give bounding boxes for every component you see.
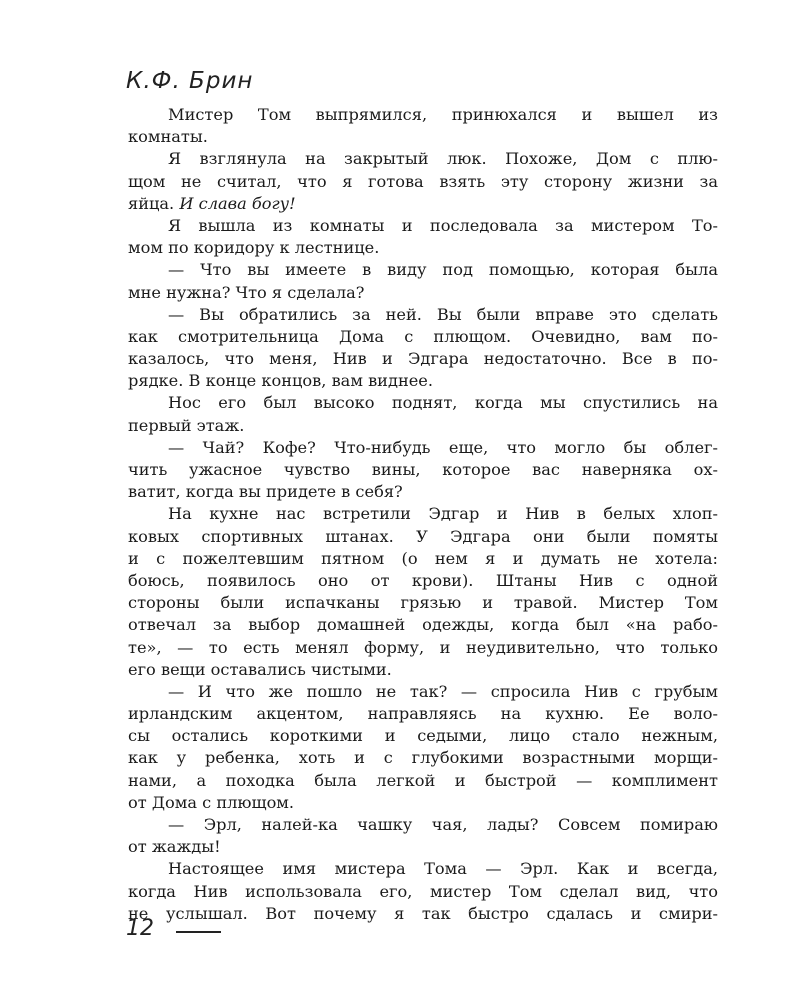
text-line-content: как смотрительница Дома с плющом. Очевидно, вам по- (128, 326, 718, 346)
text-line-content: щом не считал, что я готова взять эту сторону жизни за (128, 171, 718, 191)
text-line-content: те», — то есть менял форму, и неудивительно, что только (128, 637, 718, 657)
emphasized-text: И слава богу! (179, 193, 296, 213)
text-line-content: мне нужна? Что я сделала? (128, 282, 365, 302)
text-line-content: сы остались короткими и седыми, лицо стало нежным, (128, 726, 718, 746)
text-line-content: и с пожелтевшим пятном (о нем я и думать не хотела: (128, 548, 718, 568)
text-line (128, 526, 718, 548)
text-line (128, 659, 718, 681)
text-line-content: рядке. В конце концов, вам виднее. (128, 371, 434, 391)
text-line-content: не услышал. Вот почему я так быстро сдалась и смири- (128, 903, 718, 923)
text-line-content: ирландским акцентом, направляясь на кухню. Ее воло- (128, 704, 718, 724)
text-line-content: первый этаж. (128, 415, 245, 435)
text-line-content: стороны были испачканы грязью и травой. Мистер Том (128, 593, 718, 613)
text-line-content: от жажды! (128, 837, 221, 857)
text-line (128, 415, 718, 437)
text-line (128, 903, 718, 925)
running-head: К.Ф. Брин (126, 68, 254, 94)
text-line (128, 814, 718, 836)
text-line (128, 215, 718, 237)
text-line-content: — Вы обратились за ней. Вы были вправе это сделать (168, 304, 718, 324)
text-line-content: отвечал за выбор домашней одежды, когда был «на рабо- (128, 615, 718, 635)
text-line (128, 592, 718, 614)
text-line-content: как у ребенка, хоть и с глубокими возрастными морщи- (128, 748, 718, 768)
text-line-content: — Что вы имеете в виду под помощью, которая была (168, 260, 718, 280)
text-line (128, 304, 718, 326)
text-line (128, 259, 718, 281)
text-line-content: от Дома с плющом. (128, 792, 295, 812)
text-line (128, 770, 718, 792)
text-line-content: его вещи оставались чистыми. (128, 659, 392, 679)
text-line-content: — Эрл, налей-ка чашку чая, лады? Совсем помираю (168, 815, 718, 834)
text-line-content: ватит, когда вы придете в себя? (128, 482, 403, 502)
text-line (128, 348, 718, 370)
text-line-content: мом по коридору к лестнице. (128, 238, 380, 258)
text-line-content: Я вышла из комнаты и последовала за мистером То- (168, 215, 718, 235)
text-line-content: Настоящее имя мистера Тома — Эрл. Как и всегда, (168, 859, 718, 879)
text-line (128, 126, 718, 148)
text-line-content: чить ужасное чувство вины, которое вас наверняка ох- (128, 460, 718, 479)
text-line (128, 370, 718, 392)
text-line-content: Мистер Том выпрямился, принюхался и вышел из (168, 105, 718, 124)
text-line-content: боюсь, появилось оно от крови). Штаны Нив с одной (128, 570, 718, 590)
text-line (128, 326, 718, 348)
text-line (128, 570, 718, 592)
text-line (128, 725, 718, 747)
text-line-content: яйца. (128, 193, 175, 213)
text-line (128, 792, 718, 814)
text-line (128, 503, 718, 525)
text-line (128, 747, 718, 769)
text-line-content: Я взглянула на закрытый люк. Похоже, Дом с плю- (168, 149, 718, 169)
text-line (128, 637, 718, 659)
text-line (128, 681, 718, 703)
body-text (128, 104, 718, 925)
text-line (128, 282, 718, 304)
text-line (128, 836, 718, 858)
text-line-content: — И что же пошло не так? — спросила Нив с грубым (168, 681, 718, 701)
text-line (128, 858, 718, 880)
text-line-content: На кухне нас встретили Эдгар и Нив в белых хлоп- (168, 504, 718, 524)
text-line (128, 171, 718, 193)
text-line-content: ковых спортивных штанах. У Эдгара они были помяты (128, 526, 718, 546)
text-line (128, 437, 718, 459)
text-line (128, 392, 718, 414)
text-line (128, 148, 718, 170)
text-line (128, 614, 718, 636)
text-line-content: комнаты. (128, 127, 208, 147)
text-line (128, 104, 718, 126)
text-line (128, 481, 718, 503)
text-line (128, 459, 718, 481)
page-number: 12 (126, 916, 154, 941)
text-line (128, 237, 718, 259)
text-line (128, 193, 718, 215)
text-line-content: Нос его был высоко поднят, когда мы спустились на (168, 393, 718, 413)
text-line-content: — Чай? Кофе? Что-нибудь еще, что могло бы облег- (168, 437, 718, 457)
text-line (128, 548, 718, 570)
text-line-content: когда Нив использовала его, мистер Том сделал вид, что (128, 881, 718, 901)
text-line-content: нами, а походка была легкой и быстрой — комплимент (128, 770, 718, 790)
text-line (128, 881, 718, 903)
text-line (128, 703, 718, 725)
text-line-content: казалось, что меня, Нив и Эдгара недостаточно. Все в по- (128, 349, 718, 369)
folio-rule (176, 931, 221, 933)
